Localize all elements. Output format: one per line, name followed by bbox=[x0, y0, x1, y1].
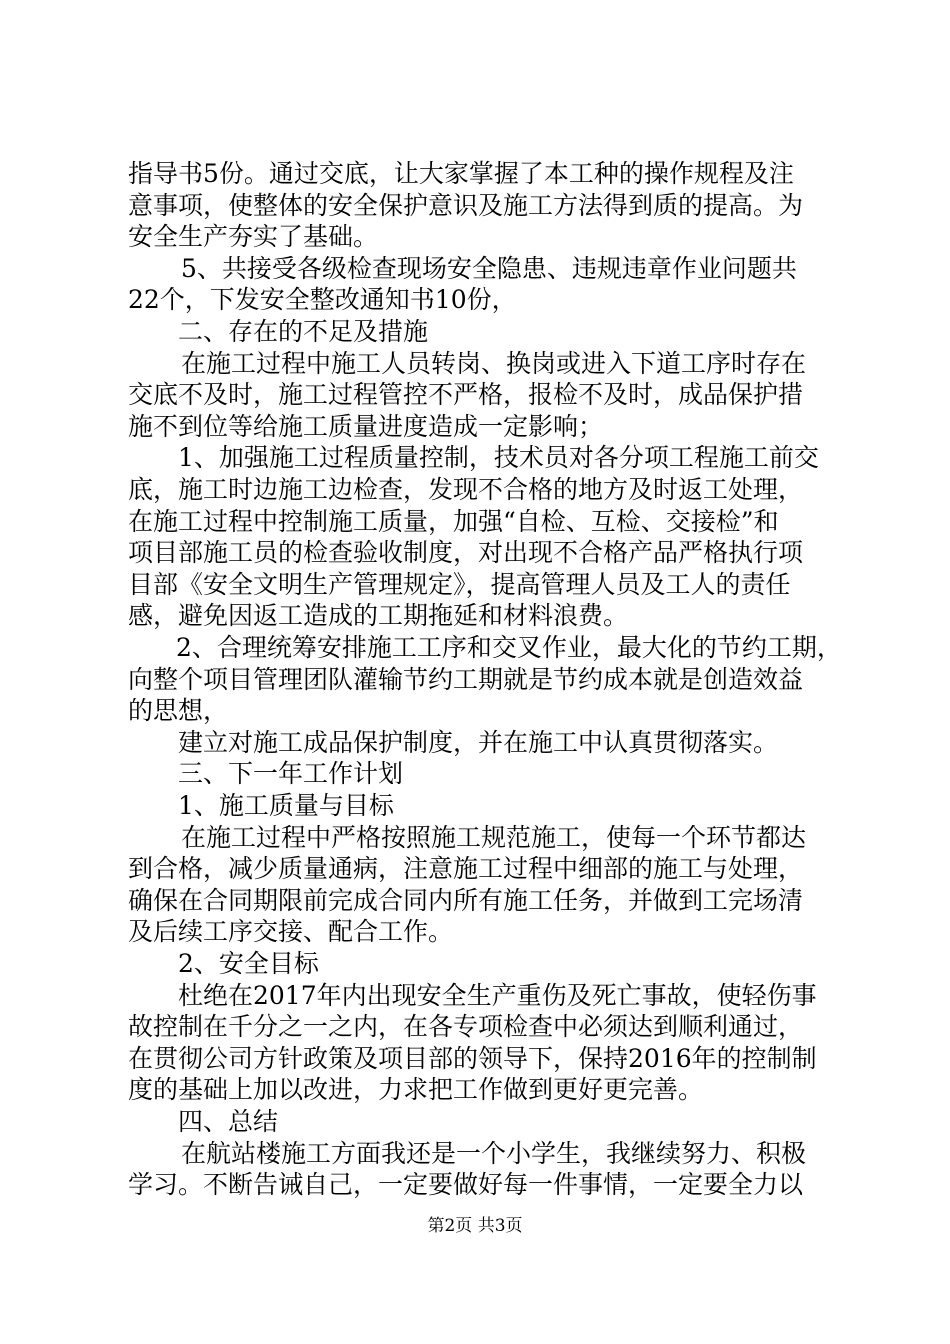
text-line: 1、加强施工过程质量控制，技术员对各分项工程施工前交 bbox=[178, 443, 819, 472]
text-line: 安全生产夯实了基础。 bbox=[128, 222, 379, 251]
text-line: 向整个项目管理团队灌输节约工期就是节约成本就是创造效益 bbox=[128, 665, 804, 694]
text-line: 度的基础上加以改进，力求把工作做到更好更完善。 bbox=[128, 1075, 704, 1104]
section-heading: 三、下一年工作计划 bbox=[178, 759, 404, 788]
text-line: 指导书5份。通过交底，让大家掌握了本工种的操作规程及注 bbox=[128, 159, 794, 188]
text-line: 学习。不断告诫自己，一定要做好每一件事情，一定要全力以 bbox=[128, 1170, 804, 1199]
text-line: 在航站楼施工方面我还是一个小学生，我继续努力、积极 bbox=[181, 1139, 807, 1168]
text-line: 的思想， bbox=[128, 696, 229, 725]
text-line: 22个，下发安全整改通知书10份， bbox=[128, 285, 517, 314]
text-line: 交底不及时，施工过程管控不严格，报检不及时，成品保护措 bbox=[128, 380, 804, 409]
text-line: 建立对施工成品保护制度，并在施工中认真贯彻落实。 bbox=[178, 728, 779, 757]
text-line: 在施工过程中严格按照施工规范施工，使每一个环节都达 bbox=[181, 823, 807, 852]
text-line: 及后续工序交接、配合工作。 bbox=[128, 917, 454, 946]
text-line: 到合格，减少质量通病，注意施工过程中细部的施工与处理， bbox=[128, 854, 804, 883]
subsection-heading: 2、安全目标 bbox=[178, 949, 319, 978]
text-line: 目部《安全文明生产管理规定》，提高管理人员及工人的责任 bbox=[128, 570, 791, 599]
text-line: 项目部施工员的检查验收制度，对出现不合格产品严格执行项 bbox=[128, 538, 804, 567]
text-line: 在施工过程中控制施工质量，加强“自检、互检、交接检”和 bbox=[128, 507, 779, 536]
text-line: 2、合理统筹安排施工工序和交叉作业，最大化的节约工期， bbox=[176, 633, 842, 662]
section-heading: 四、总结 bbox=[178, 1107, 279, 1136]
text-line: 底，施工时边施工边检查，发现不合格的地方及时返工处理， bbox=[128, 475, 804, 504]
text-line: 感，避免因返工造成的工期拖延和材料浪费。 bbox=[128, 601, 629, 630]
text-line: 故控制在千分之一之内，在各专项检查中必须达到顺利通过， bbox=[128, 1012, 804, 1041]
text-line: 确保在合同期限前完成合同内所有施工任务，并做到工完场清 bbox=[128, 886, 804, 915]
section-heading: 二、存在的不足及措施 bbox=[178, 317, 429, 346]
text-line: 施不到位等给施工质量进度造成一定影响； bbox=[128, 412, 604, 441]
text-line: 在施工过程中施工人员转岗、换岗或进入下道工序时存在 bbox=[181, 349, 807, 378]
text-line: 5、共接受各级检查现场安全隐患、违规违章作业问题共 bbox=[181, 254, 797, 283]
page-number-footer: 第2页 共3页 bbox=[427, 1216, 523, 1236]
subsection-heading: 1、施工质量与目标 bbox=[178, 791, 394, 820]
text-line: 在贯彻公司方针政策及项目部的领导下，保持2016年的控制制 bbox=[128, 1044, 817, 1073]
text-line: 意事项，使整体的安全保护意识及施工方法得到质的提高。为 bbox=[128, 191, 804, 220]
text-line: 杜绝在2017年内出现安全生产重伤及死亡事故，使轻伤事 bbox=[178, 981, 817, 1010]
